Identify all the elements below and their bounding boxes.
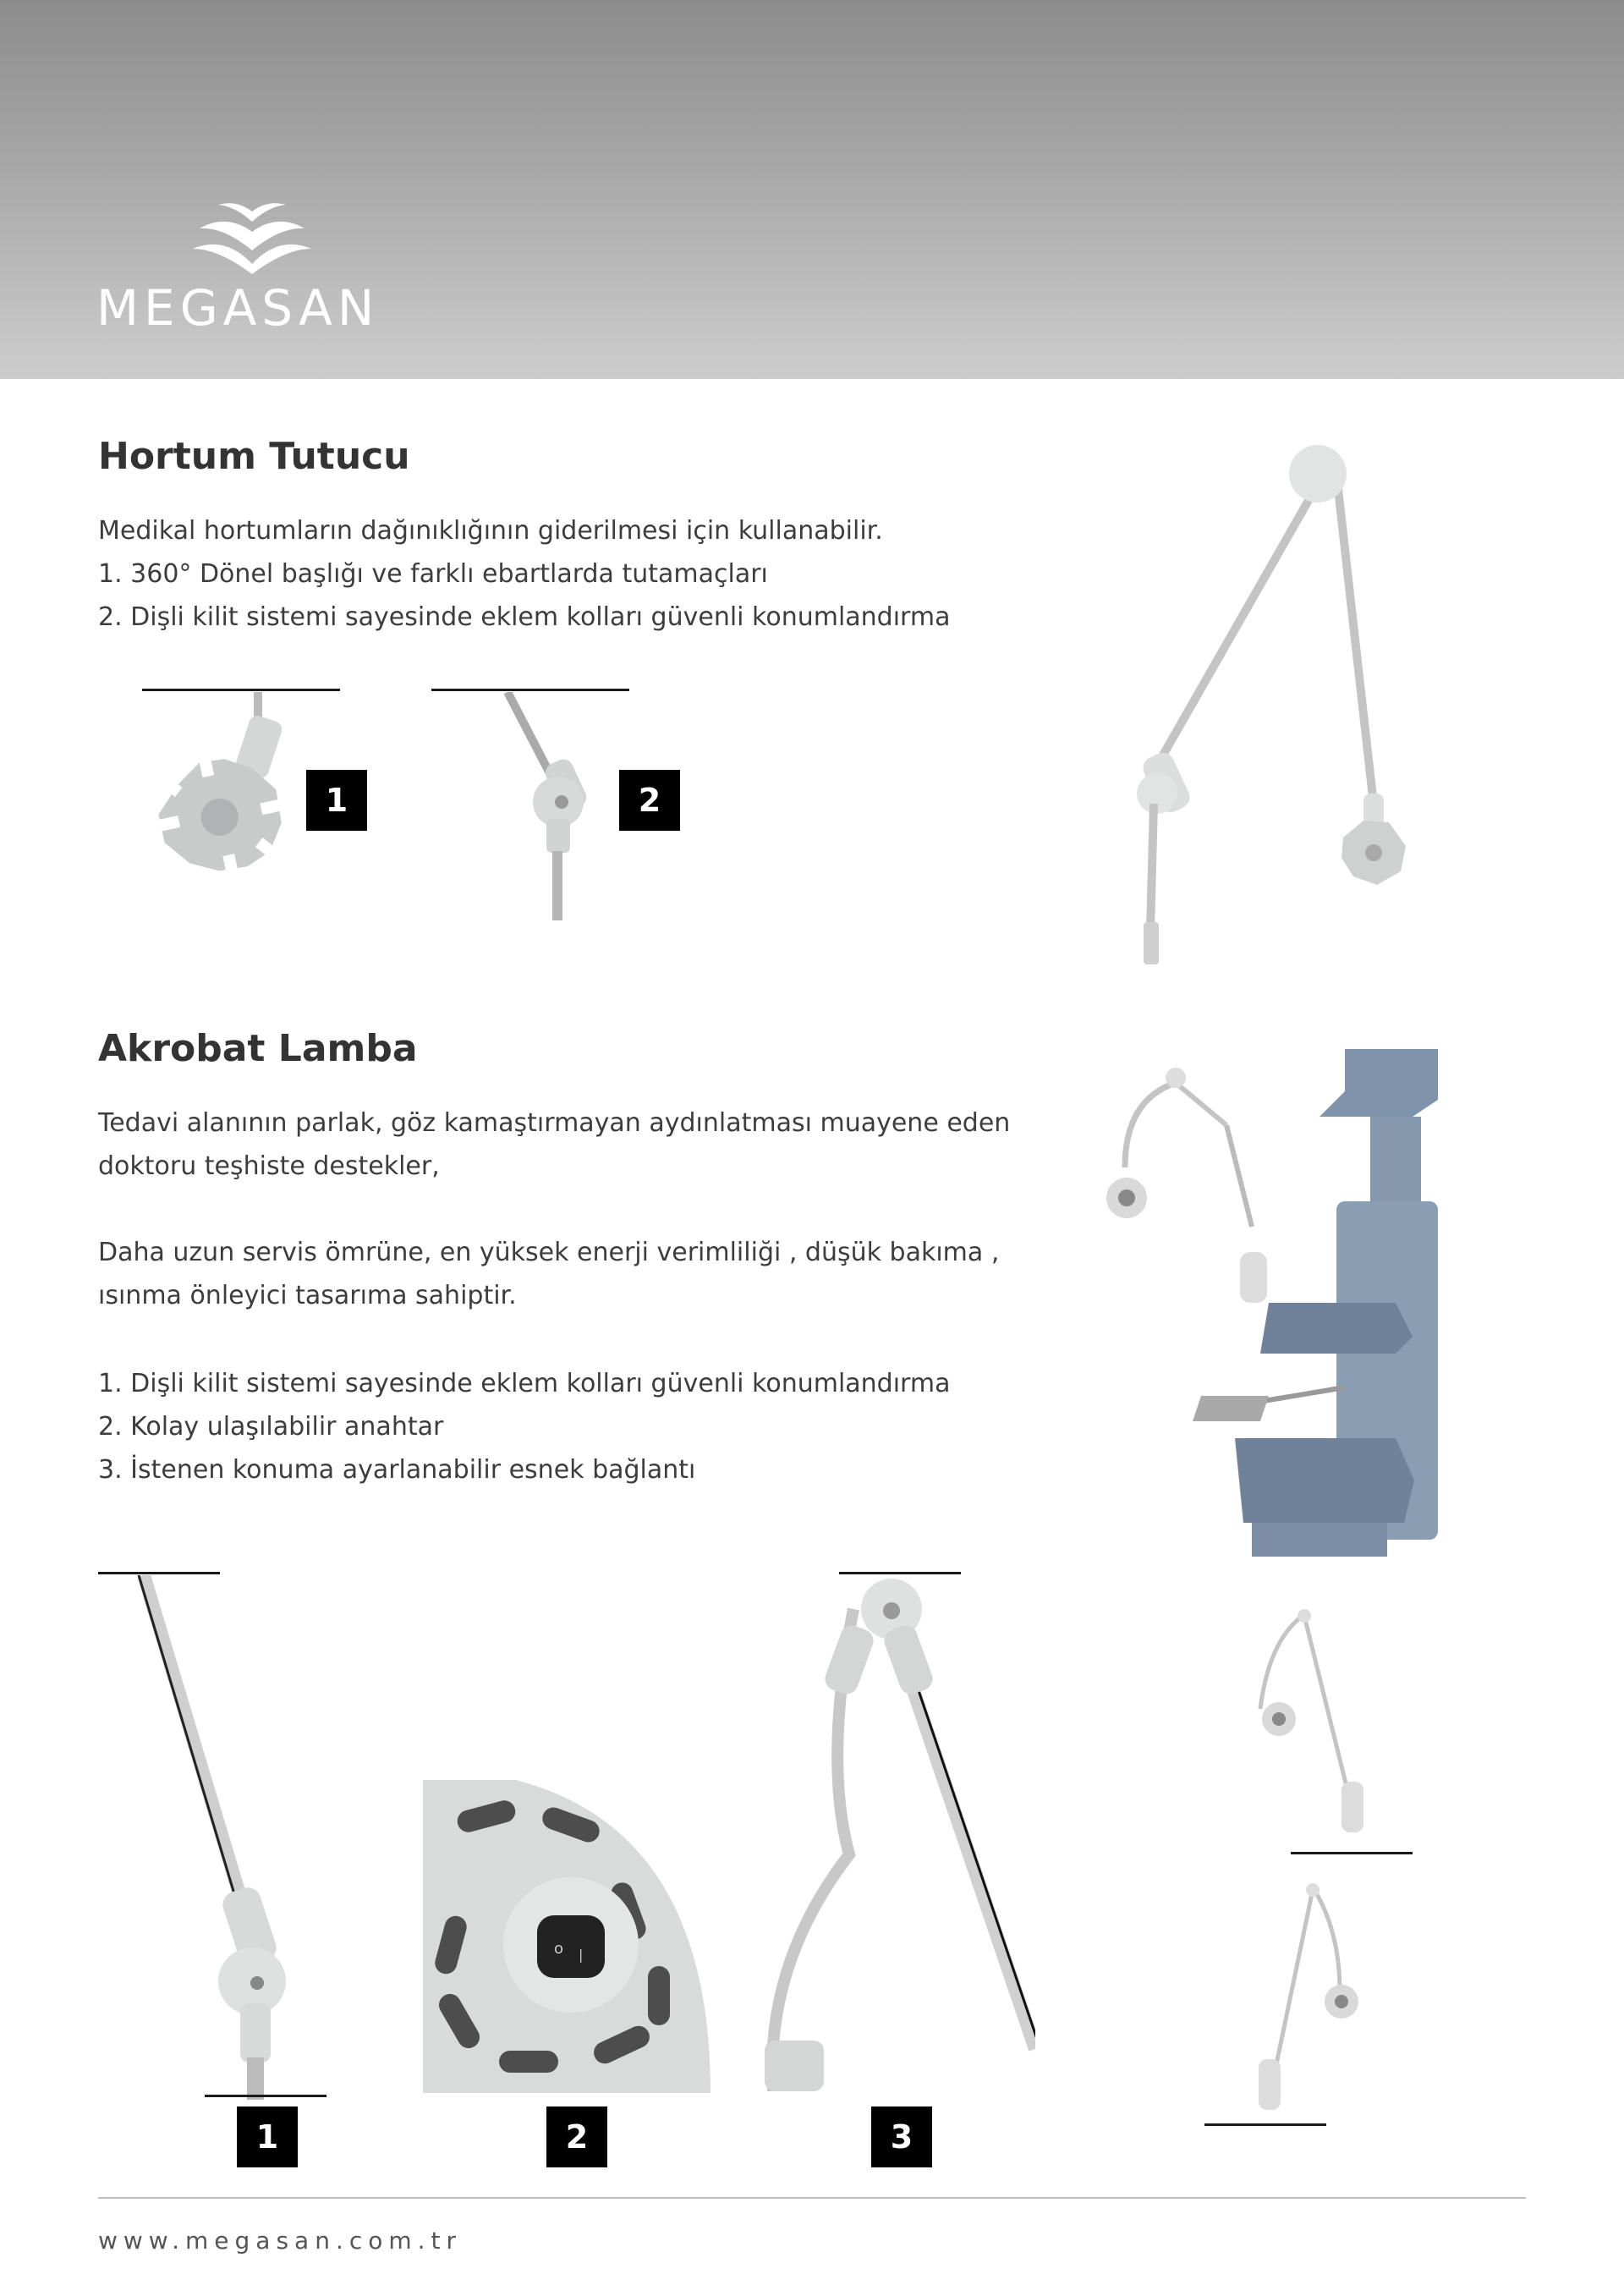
joint-lock-illustration [474, 692, 609, 920]
badge-3: 3 [871, 2106, 932, 2167]
badge-2: 2 [546, 2106, 607, 2167]
badge-1: 1 [237, 2106, 298, 2167]
divider-rule [142, 689, 340, 691]
lamp-variant-2-illustration [1230, 1881, 1365, 2127]
brand-name: MEGASAN [96, 279, 380, 337]
hose-holder-arm-illustration [1116, 440, 1438, 964]
megasan-logo-mark [193, 196, 311, 274]
divider-rule [98, 1572, 220, 1574]
list-item: 1. Dişli kilit sistemi sayesinde eklem kolları güvenli konumlandırma [98, 1369, 951, 1398]
section2-para2-line1: Daha uzun servis ömrüne, en yüksek enerji verimliliği , düşük bakıma , [98, 1238, 1000, 1267]
badge-1: 1 [306, 770, 367, 831]
lamp-variant-1-illustration [1243, 1607, 1379, 1853]
lamp-switch-detail-illustration [423, 1780, 710, 2093]
svg-text:o: o [554, 1940, 564, 1958]
section2-para2-line2: ısınma önleyici tasarıma sahiptir. [98, 1281, 517, 1310]
divider-rule [205, 2095, 326, 2097]
lamp-joint-detail-illustration [135, 1575, 304, 2100]
divider-rule [1204, 2123, 1326, 2126]
divider-rule [431, 689, 629, 691]
list-item: 2. Dişli kilit sistemi sayesinde eklem kolları güvenli konumlandırma [98, 602, 951, 632]
svg-text:|: | [579, 1947, 584, 1963]
footer-website: www.megasan.com.tr [98, 2227, 463, 2255]
header-banner [0, 0, 1624, 379]
hose-holder-head-illustration [142, 692, 311, 878]
section1-list [98, 552, 950, 639]
section1-title: Hortum Tutucu [98, 435, 410, 478]
divider-rule [839, 1572, 961, 1574]
list-item: 2. Kolay ulaşılabilir anahtar [98, 1412, 444, 1442]
lamp-flexible-joint-illustration [765, 1575, 1035, 2091]
section2-title: Akrobat Lamba [98, 1027, 418, 1070]
list-item: 3. İstenen konuma ayarlanabilir esnek bağlantı [98, 1455, 696, 1485]
footer-divider [98, 2197, 1526, 2199]
section2-para1-line2: doktoru teşhiste destekler, [98, 1151, 440, 1181]
ceiling-pendant-lamp-illustration [1091, 1049, 1446, 1574]
badge-2: 2 [619, 770, 680, 831]
section2-list [98, 1362, 950, 1491]
list-item: 1. 360° Dönel başlığı ve farklı ebartlarda tutamaçları [98, 559, 768, 589]
section1-intro: Medikal hortumların dağınıklığının giderilmesi için kullanabilir. [98, 516, 883, 546]
divider-rule [1291, 1852, 1413, 1854]
section2-para1-line1: Tedavi alanının parlak, göz kamaştırmayan aydınlatması muayene eden [98, 1108, 1011, 1138]
